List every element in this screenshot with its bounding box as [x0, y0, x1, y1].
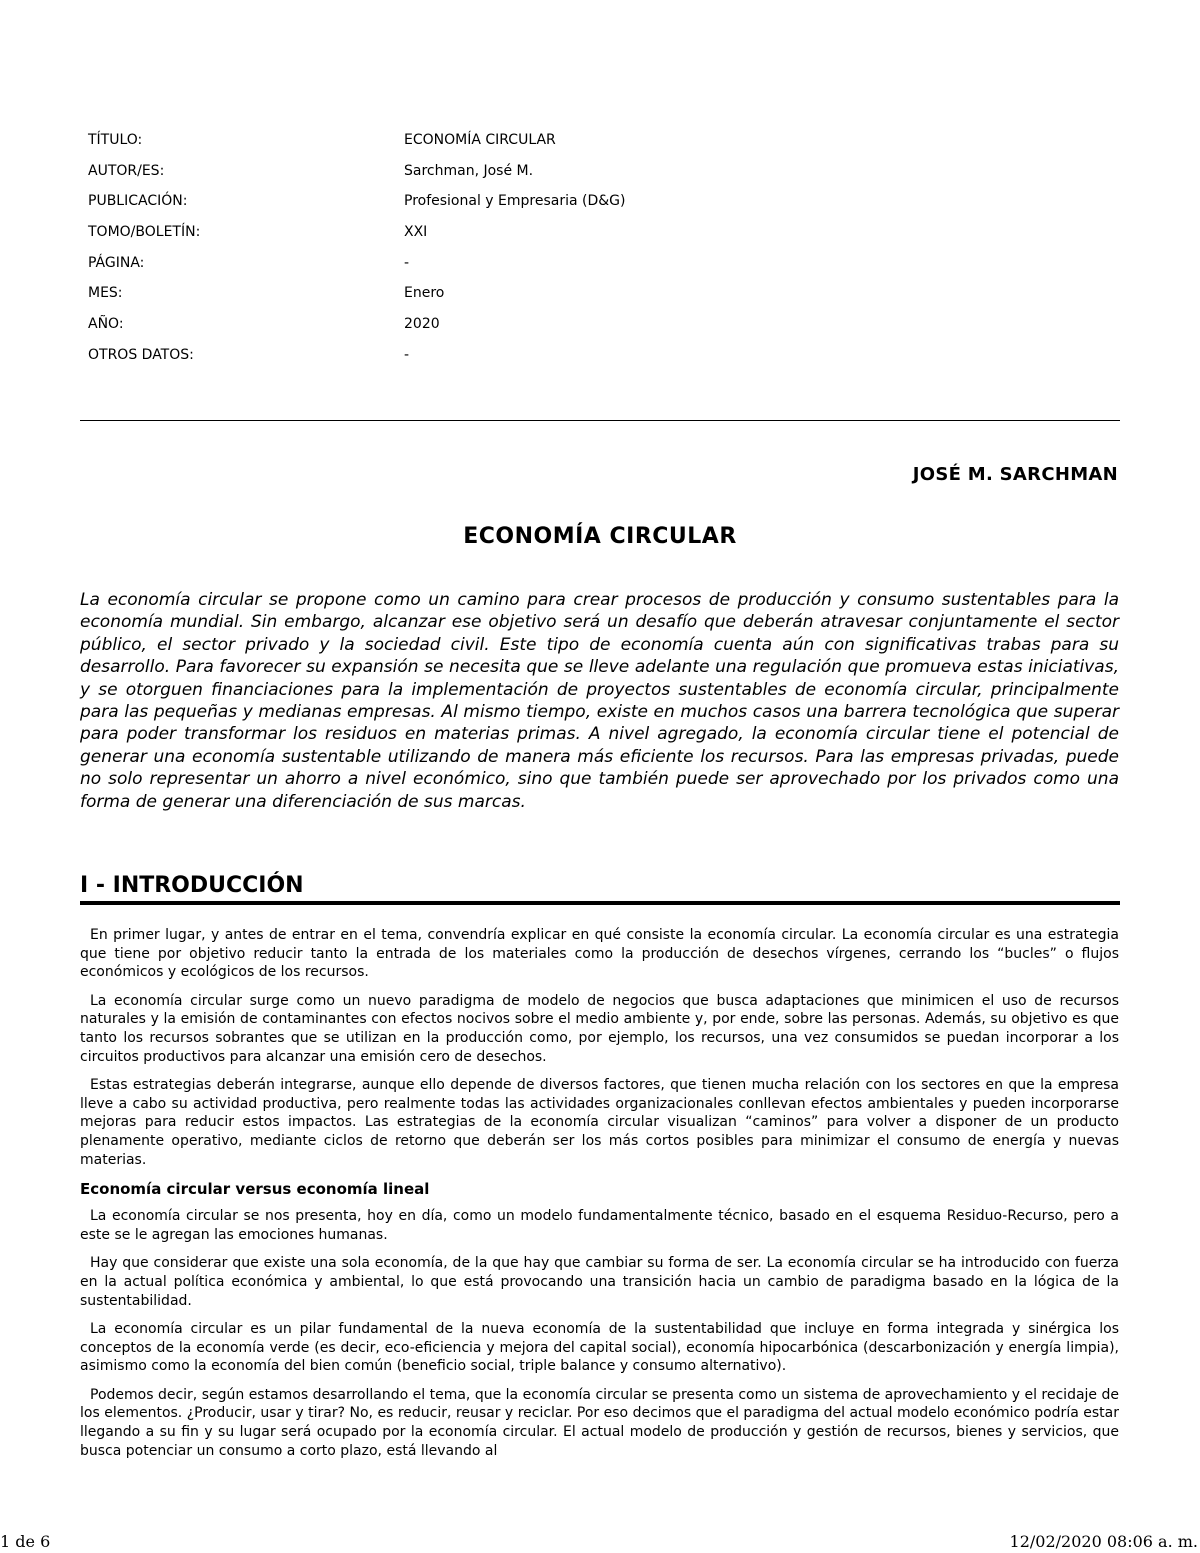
metadata-row	[88, 126, 788, 157]
metadata-value: Profesional y Empresaria (D&G)	[404, 193, 626, 210]
metadata-value: XXI	[404, 224, 428, 241]
metadata-value: -	[404, 254, 410, 271]
metadata-table	[88, 126, 788, 372]
article-abstract: La economía circular se propone como un camino para crear procesos de producción y consumo sustentables para la economía mundial. Sin embargo, alcanzar ese objetivo será un desafío que deberán atravesar conjuntamente el sector público, el sector privado y la sociedad civil. Este tipo de economía cuenta aún con significativas trabas para su desarrollo. Para favorecer su expansión se necesita que se lleve adelante una regulación que promueva estas iniciativas, y se otorguen financiaciones para la implementación de proyectos sustentables de economía circular, principalmente para las pequeñas y medianas empresas. Al mismo tiempo, existe en muchos casos una barrera tecnológica que superar para poder transformar los residuos en materias primas. A nivel agregado, la economía circular tiene el potencial de generar una economía sustentable utilizando de manera más eficiente los recursos. Para las empresas privadas, puede no solo representar un ahorro a nivel económico, sino que también puede ser aprovechado por los privados como una forma de generar una diferenciación de sus marcas.	[80, 590, 1119, 812]
metadata-row	[88, 157, 788, 188]
body-paragraph: La economía circular es un pilar fundamental de la nueva economía de la sustentabilidad que incluye en forma integrada y sinérgica los conceptos de la economía verde (es decir, eco-eficiencia y mejora del capital social), economía hipocarbónica (descarbonización y energía limpia), asimismo como la economía del bien común (beneficio social, triple balance y consumo alternativo).	[80, 1321, 1119, 1375]
metadata-label: OTROS DATOS:	[88, 346, 194, 363]
metadata-label: TOMO/BOLETÍN:	[88, 224, 201, 241]
metadata-label: AÑO:	[88, 316, 124, 333]
metadata-row	[88, 187, 788, 218]
metadata-row	[88, 341, 788, 372]
metadata-label: AUTOR/ES:	[88, 162, 165, 179]
metadata-label: PÁGINA:	[88, 254, 145, 271]
metadata-value: Sarchman, José M.	[404, 162, 534, 179]
section-heading: I - INTRODUCCIÓN	[80, 872, 1120, 905]
body-paragraph: Estas estrategias deberán integrarse, aunque ello depende de diversos factores, que tienen mucha relación con los sectores en que la empresa lleve a cabo su actividad productiva, pero realmente todas las actividades organizacionales conllevan efectos ambientales y pueden incorporarse mejoras para reducir estos impactos. Las estrategias de la economía circular visualizan “caminos” para volver a disponer de un producto plenamente operativo, mediante ciclos de retorno que deberán ser los más cortos posibles para minimizar el consumo de energía y nuevas materias.	[80, 1077, 1119, 1168]
metadata-label: MES:	[88, 285, 123, 302]
metadata-value: ECONOMÍA CIRCULAR	[404, 132, 556, 148]
body-paragraph: La economía circular surge como un nuevo paradigma de modelo de negocios que busca adaptaciones que minimicen el uso de recursos naturales y la emisión de contaminantes con efectos nocivos sobre el medio ambiente y, por ende, sobre las personas. Además, su objetivo es que tanto los recursos sobrantes que se utilizan en la producción como, por ejemplo, los recursos, una vez consumidos se puedan incorporar a los circuitos productivos para alcanzar una emisión cero de desechos.	[80, 992, 1119, 1065]
metadata-row	[88, 218, 788, 249]
body-paragraph: Podemos decir, según estamos desarrollando el tema, que la economía circular se presenta como un sistema de aprovechamiento y el recidaje de los elementos. ¿Producir, usar y tirar? No, es reducir, reusar y reciclar. Por eso decimos que el paradigma del actual modelo económico podría estar llegando a su fin y su lugar será ocupado por la economía circular. El actual modelo de producción y gestión de recursos, bienes y servicios, que busca potenciar un consumo a corto plazo, está llevando al	[80, 1386, 1119, 1459]
article-title: ECONOMÍA CIRCULAR	[463, 524, 737, 549]
metadata-row	[88, 310, 788, 341]
print-timestamp: 12/02/2020 08:06 a. m.	[1009, 1532, 1198, 1551]
metadata-value: 2020	[404, 316, 440, 333]
body-paragraph: Hay que considerar que existe una sola economía, de la que hay que cambiar su forma de ser. La economía circular se ha introducido con fuerza en la actual política económica y ambiental, lo que está provocando una transición hacia un cambio de paradigma basado en la lógica de la sustentabilidad.	[80, 1255, 1119, 1309]
metadata-row	[88, 279, 788, 310]
subheading: Economía circular versus economía lineal	[80, 1180, 430, 1199]
article-author: JOSÉ M. SARCHMAN	[912, 464, 1118, 485]
metadata-label: PUBLICACIÓN:	[88, 193, 188, 210]
body-paragraph: La economía circular se nos presenta, hoy en día, como un modelo fundamentalmente técnico, basado en el esquema Residuo-Recurso, pero a este se le agregan las emociones humanas.	[80, 1208, 1119, 1243]
metadata-row	[88, 249, 788, 280]
metadata-label: TÍTULO:	[88, 132, 143, 148]
horizontal-divider	[80, 420, 1120, 421]
metadata-value: -	[404, 346, 410, 363]
page-number: 1 de 6	[0, 1532, 51, 1551]
body-paragraph: En primer lugar, y antes de entrar en el tema, convendría explicar en qué consiste la economía circular. La economía circular es una estrategia que tiene por objetivo reducir tanto la entrada de los materiales como la producción de desechos vírgenes, cerrando los “bucles” o flujos económicos y ecológicos de los recursos.	[80, 927, 1119, 981]
metadata-value: Enero	[404, 285, 445, 302]
article-body	[80, 926, 1119, 1470]
